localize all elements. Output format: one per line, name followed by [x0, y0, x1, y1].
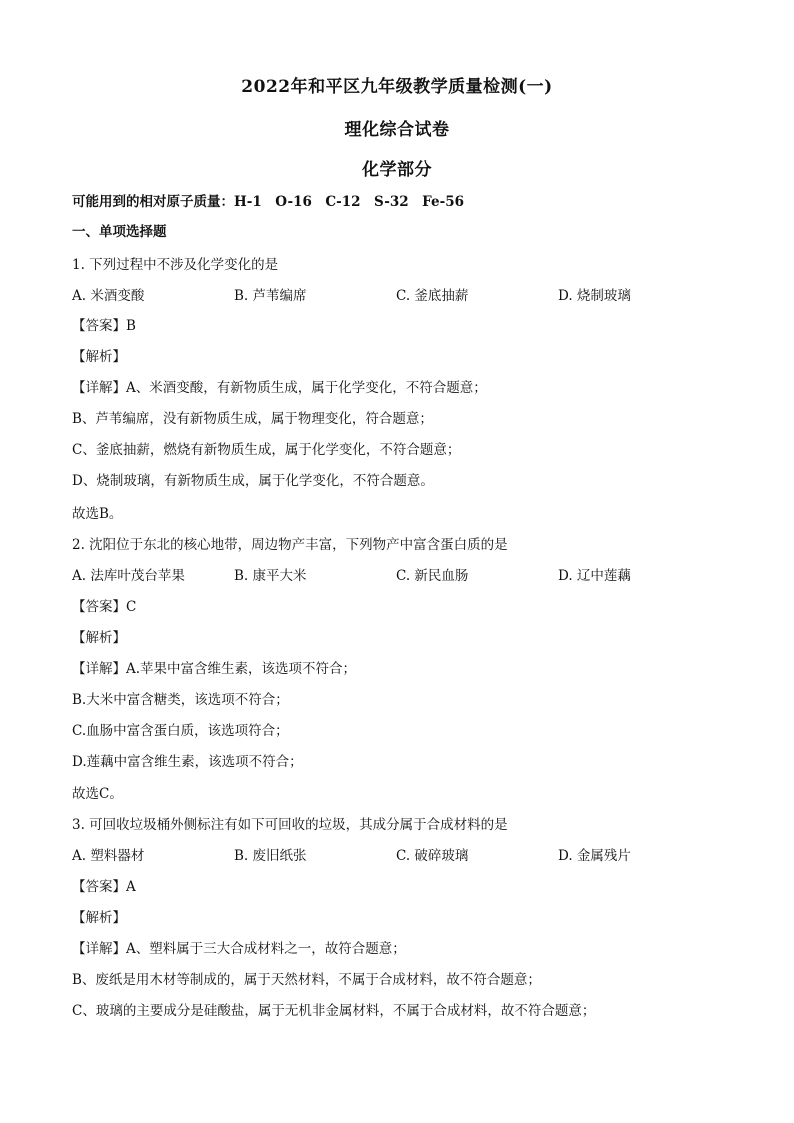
q1-option-b: B. 芦苇编席 [234, 288, 307, 304]
q2-detail-line: D.莲藕中富含维生素，该选项不符合； [72, 754, 303, 770]
section-title: 化学部分 [362, 160, 432, 180]
q3-detail-line: C、玻璃的主要成分是硅酸盐，属于无机非金属材料，不属于合成材料，故不符合题意； [72, 1003, 596, 1019]
q1-detail-line: B、芦苇编席，没有新物质生成，属于物理变化，符合题意； [72, 411, 433, 427]
q1-detail-line: C、釜底抽薪，燃烧有新物质生成，属于化学变化，不符合题意； [72, 442, 461, 458]
q2-detail-line: 【详解】A.苹果中富含维生素，该选项不符合； [72, 661, 357, 677]
q1-detail-line: 【详解】A、米酒变酸，有新物质生成，属于化学变化，不符合题意； [72, 380, 487, 396]
q2-option-d: D. 辽中莲藕 [558, 568, 631, 584]
q2-detail-line: B.大米中富含糖类，该选项不符合； [72, 692, 289, 708]
q1-conclusion: 故选B。 [72, 506, 123, 522]
q2-answer: 【答案】C [72, 599, 137, 615]
page-subtitle: 理化综合试卷 [344, 120, 450, 140]
q2-option-a: A. 法库叶茂台苹果 [72, 568, 185, 584]
question-2-stem: 2. 沈阳位于东北的核心地带，周边物产丰富，下列物产中富含蛋白质的是 [72, 537, 508, 553]
q3-option-c: C. 破碎玻璃 [396, 848, 469, 864]
q3-answer: 【答案】A [72, 879, 136, 895]
q3-detail-line: B、废纸是用木材等制成的，属于天然材料，不属于合成材料，故不符合题意； [72, 972, 541, 988]
q2-analysis-label: 【解析】 [72, 630, 126, 646]
q2-conclusion: 故选C。 [72, 786, 123, 802]
q2-option-c: C. 新民血肠 [396, 568, 469, 584]
q1-analysis-label: 【解析】 [72, 349, 126, 365]
q1-detail-line: D、烧制玻璃，有新物质生成，属于化学变化，不符合题意。 [72, 473, 434, 489]
q1-answer: 【答案】B [72, 318, 136, 334]
q1-option-d: D. 烧制玻璃 [558, 288, 631, 304]
q2-detail-line: C.血肠中富含蛋白质，该选项符合； [72, 723, 289, 739]
q3-analysis-label: 【解析】 [72, 910, 126, 926]
q1-option-c: C. 釜底抽薪 [396, 288, 469, 304]
page-title: 2022年和平区九年级教学质量检测(一) [241, 77, 553, 97]
q2-option-b: B. 康平大米 [234, 568, 307, 584]
q3-option-b: B. 废旧纸张 [234, 848, 307, 864]
q3-option-d: D. 金属残片 [558, 848, 631, 864]
q3-detail-line: 【详解】A、塑料属于三大合成材料之一，故符合题意； [72, 941, 406, 957]
q3-option-a: A. 塑料器材 [72, 848, 145, 864]
q1-option-a: A. 米酒变酸 [72, 288, 145, 304]
question-3-stem: 3. 可回收垃圾桶外侧标注有如下可回收的垃圾，其成分属于合成材料的是 [72, 817, 508, 833]
atomic-mass-line: 可能用到的相对原子质量：H-1 O-16 C-12 S-32 Fe-56 [72, 194, 464, 210]
question-1-stem: 1. 下列过程中不涉及化学变化的是 [72, 257, 279, 273]
part-title: 一、单项选择题 [72, 224, 167, 240]
